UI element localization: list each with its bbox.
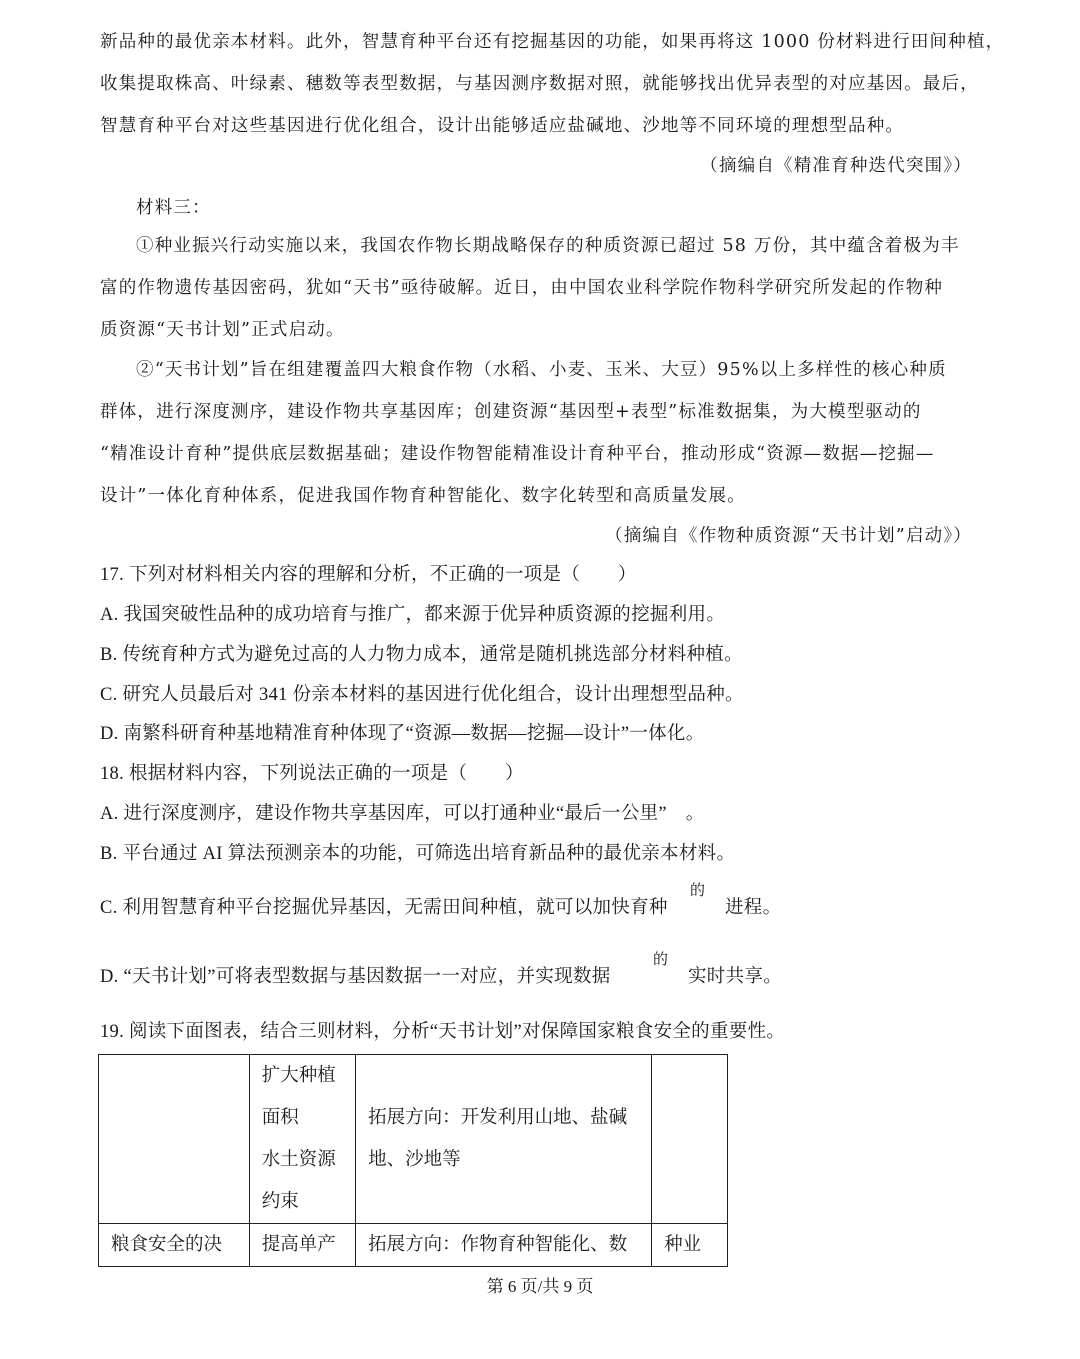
table-row: [99, 1224, 728, 1267]
option-c: C. 研究人员最后对 341 份亲本材料的基因进行优化组合，设计出理想型品种。: [100, 685, 744, 705]
question-stem: 17. 下列对材料相关内容的理解和分析，不正确的一项是（ ）: [100, 565, 637, 585]
option-c: C. 利用智慧育种平台挖掘优异基因，无需田间种植，就可以加快育种: [100, 898, 668, 918]
cell-line: 地、沙地等: [368, 1150, 461, 1170]
text-line: 质资源“天书计划”正式启动。: [100, 320, 345, 340]
option-d-tail: 实时共享。: [688, 967, 783, 987]
table-row: [99, 1055, 728, 1224]
table-cell: 种业: [652, 1224, 728, 1267]
source-citation: （摘编自《作物种质资源“天书计划”启动》）: [605, 526, 972, 546]
table-cell: [249, 1055, 355, 1224]
table-cell: [356, 1055, 652, 1224]
section-heading: 材料三：: [136, 198, 211, 218]
cell-line: 拓展方向：开发利用山地、盐碱: [368, 1108, 628, 1128]
table-cell: [652, 1055, 728, 1224]
text-line: ①种业振兴行动实施以来，我国农作物长期战略保存的种质资源已超过 58 万份，其中蕴含着极为丰: [136, 236, 960, 256]
page-footer: 第 6 页/共 9 页: [486, 1277, 594, 1296]
table-cell: 拓展方向：作物育种智能化、数: [356, 1224, 652, 1267]
text-line: 收集提取株高、叶绿素、穗数等表型数据，与基因测序数据对照，就能够找出优异表型的对应基因。最后，: [100, 74, 979, 94]
table-cell: 提高单产: [249, 1224, 355, 1267]
question-stem: 18. 根据材料内容，下列说法正确的一项是（ ）: [100, 764, 524, 784]
question-stem: 19. 阅读下面图表，结合三则材料，分析“天书计划”对保障国家粮食安全的重要性。: [100, 1022, 786, 1042]
cell-line: 水土资源: [261, 1150, 336, 1170]
cell-line: 扩大种植: [261, 1066, 336, 1086]
option-d: D. “天书计划”可将表型数据与基因数据一一对应，并实现数据: [100, 967, 611, 987]
option-c-superscript: 的: [690, 883, 706, 899]
text-line: 富的作物遗传基因密码，犹如“天书”亟待破解。近日，由中国农业科学院作物科学研究所发起的作物种: [100, 278, 944, 298]
option-c-tail: 进程。: [725, 898, 782, 918]
option-a: A. 进行深度测序，建设作物共享基因库，可以打通种业“最后一公里” 。: [100, 804, 705, 824]
cell-line: 约束: [261, 1192, 299, 1212]
text-line: ②“天书计划”旨在组建覆盖四大粮食作物（水稻、小麦、玉米、大豆）95%以上多样性的核心种质: [136, 360, 947, 380]
text-line: “精准设计育种”提供底层数据基础；建设作物智能精准设计育种平台，推动形成“资源—数据—挖掘—: [100, 444, 935, 464]
source-citation: （摘编自《精准育种迭代突围》）: [700, 156, 972, 176]
text-line: 新品种的最优亲本材料。此外，智慧育种平台还有挖掘基因的功能，如果再将这 1000 份材料进行田间种植，: [100, 32, 1005, 52]
cell-line: [368, 1055, 639, 1097]
q19-table: [98, 1054, 728, 1267]
text-line: 智慧育种平台对这些基因进行优化组合，设计出能够适应盐碱地、沙地等不同环境的理想型品种。: [100, 116, 905, 136]
option-d: D. 南繁科研育种基地精准育种体现了“资源—数据—挖掘—设计”一体化。: [100, 724, 705, 744]
option-a: A. 我国突破性品种的成功培育与推广，都来源于优异种质资源的挖掘利用。: [100, 605, 726, 625]
text-line: 群体，进行深度测序，建设作物共享基因库；创建资源“基因型+表型”标准数据集，为大模型驱动的: [100, 402, 922, 422]
table-cell: 粮食安全的决: [99, 1224, 250, 1267]
cell-line: 面积: [261, 1108, 299, 1128]
option-b: B. 传统育种方式为避免过高的人力物力成本，通常是随机挑选部分材料种植。: [100, 645, 743, 665]
text-line: 设计”一体化育种体系，促进我国作物育种智能化、数字化转型和高质量发展。: [100, 486, 746, 506]
table-cell: [99, 1055, 250, 1224]
option-b: B. 平台通过 AI 算法预测亲本的功能，可筛选出培育新品种的最优亲本材料。: [100, 844, 736, 864]
option-d-superscript: 的: [653, 952, 669, 968]
